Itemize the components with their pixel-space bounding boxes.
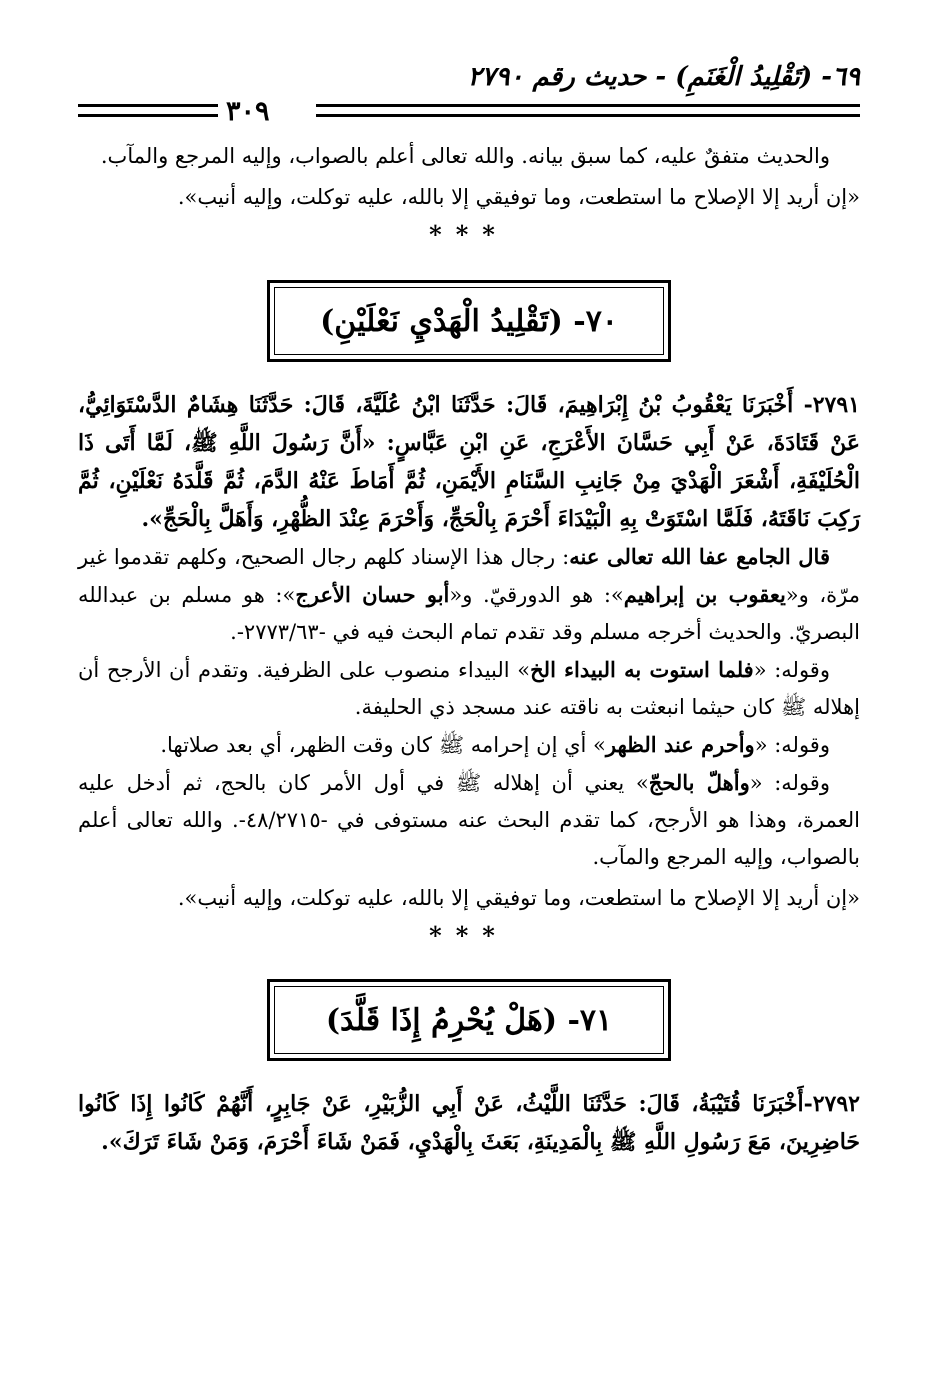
header-rule-right (316, 104, 860, 117)
chapter-70-title: ٧٠- (تَقْلِيدُ الْهَدْيِ نَعْلَيْنِ) (320, 303, 618, 339)
page-number: ٣٠٩ (226, 96, 270, 127)
commentary-3-text-a: وقوله: « (754, 733, 830, 757)
commentary-1-text-c: »: هو الدورقيّ. و« (449, 583, 624, 607)
narrator-yaqub: يعقوب بن إبراهيم (623, 582, 786, 607)
section-separator: *** (429, 220, 509, 249)
header-rule-left (78, 104, 218, 117)
commentary-paragraph-3 (78, 726, 860, 764)
chapter-71-title: ٧١- (هَلْ يُحْرِمُ إِذَا قَلَّدَ) (325, 1002, 613, 1038)
commentary-2-text-a: وقوله: « (753, 658, 830, 682)
chapter-71-heading-box (267, 979, 671, 1061)
commentary-4-text-c: » يعني أن إهلاله ﷺ في أول الأمر كان بالحج، ثم أدخل عليه العمرة، وهذا هو الأرجح، كما تقدم البحث عنه مستوفى في -٤٨/٢٧١٥-. والله تعالى أعلم بالصواب، وإليه المرجع والمآب. (78, 771, 861, 869)
hadith-2792: ٢٧٩٢-أَخْبَرَنَا قُتَيْبَةُ، قَالَ: حَدَّثَنَا اللَّيْثُ، عَنْ أَبِي الزُّبَيْرِ، عَنْ جَابِرٍ، أَنَّهُمْ كَانُوا إِذَا كَانُوا حَاضِرِينَ، مَعَ رَسُولِ اللَّهِ ﷺ بِالْمَدِينَةِ، بَعَثَ بِالْهَدْيِ، فَمَنْ شَاءَ أَحْرَمَ، وَمَنْ شَاءَ تَرَكَ». (78, 1091, 860, 1155)
commentary-3-text-c: » أي إن إحرامه ﷺ كان وقت الظهر، أي بعد صلاتها. (160, 733, 606, 757)
quoted-phrase-hajj: وأهلّ بالحجّ (648, 770, 750, 795)
commentary-paragraph-2 (78, 651, 860, 726)
quoted-phrase-dhuhr: وأحرم عند الظهر (605, 732, 755, 757)
commentary-4-text-a: وقوله: « (749, 771, 830, 795)
running-title: ٦٩- (تَقْلِيدُ الْغَنَمِ) - حديث رقم ٢٧٩٠ (467, 62, 860, 92)
closing-dua: «إن أريد إلا الإصلاح ما استطعت، وما توفيقي إلا بالله، عليه توكلت، وإليه أنيب». (177, 185, 860, 209)
commentary-1-text-e: »: هو مسلم بن عبدالله البصريّ. والحديث أخرجه مسلم وقد تقدم تمام البحث فيه في -٢٧٧٣/٦٣-. (78, 583, 860, 644)
closing-paragraph: والحديث متفقٌ عليه، كما سبق بيانه. والله تعالى أعلم بالصواب، وإليه المرجع والمآب. (100, 144, 830, 168)
chapter-70-heading-box (267, 280, 671, 362)
section-separator-2: *** (429, 921, 509, 950)
quoted-phrase-bayda: فلما استوت به البيداء الخ (530, 657, 754, 682)
book-page (78, 50, 860, 1161)
commentary-2-text-c: » البيداء منصوب على الظرفية. وتقدم أن الأرجح أن إهلاله ﷺ كان حيثما انبعثت به ناقته عند مسجد ذي الحليفة. (78, 658, 860, 719)
page-header (78, 50, 860, 128)
commentary-paragraph-1 (78, 538, 860, 651)
commentary-paragraph-4 (78, 764, 860, 876)
top-section (78, 138, 860, 254)
commentary-1-text-a: : رجال هذا الإسناد كلهم رجال الصحيح، وكلهم تقدموا غير مرّة، و« (78, 545, 861, 607)
narrator-abu-hassan: أبو حسان الأعرج (295, 582, 450, 607)
hadith-2791: ٢٧٩١- أَخْبَرَنَا يَعْقُوبُ بْنُ إِبْرَاهِيمَ، قَالَ: حَدَّثَنَا ابْنُ عُلَيَّةَ، قَالَ: حَدَّثَنَا هِشَامٌ الدَّسْتَوَائِيُّ، عَنْ قَتَادَةَ، عَنْ أَبِي حَسَّانَ الأَعْرَجِ، عَنِ ابْنِ عَبَّاسٍ: «أَنَّ رَسُولَ اللَّهِ ﷺ، لَمَّا أَتَى ذَا الْحُلَيْفَةِ، أَشْعَرَ الْهَدْيَ مِنْ جَانِبِ السَّنَامِ الأَيْمَنِ، ثُمَّ أَمَاطَ عَنْهُ الدَّمَ، ثُمَّ قَلَّدَهُ نَعْلَيْنِ، ثُمَّ رَكِبَ نَاقَتَهُ، فَلَمَّا اسْتَوَتْ بِهِ الْبَيْدَاءَ أَحْرَمَ بِالْحَجِّ، وَأَحْرَمَ عِنْدَ الظُّهْرِ، وَأَهَلَّ بِالْحَجِّ». (78, 392, 860, 532)
commentator-lead: قال الجامع عفا الله تعالى عنه (569, 544, 830, 569)
chapter-70-dua: «إن أريد إلا الإصلاح ما استطعت، وما توفيقي إلا بالله، عليه توكلت، وإليه أنيب». (177, 886, 860, 910)
